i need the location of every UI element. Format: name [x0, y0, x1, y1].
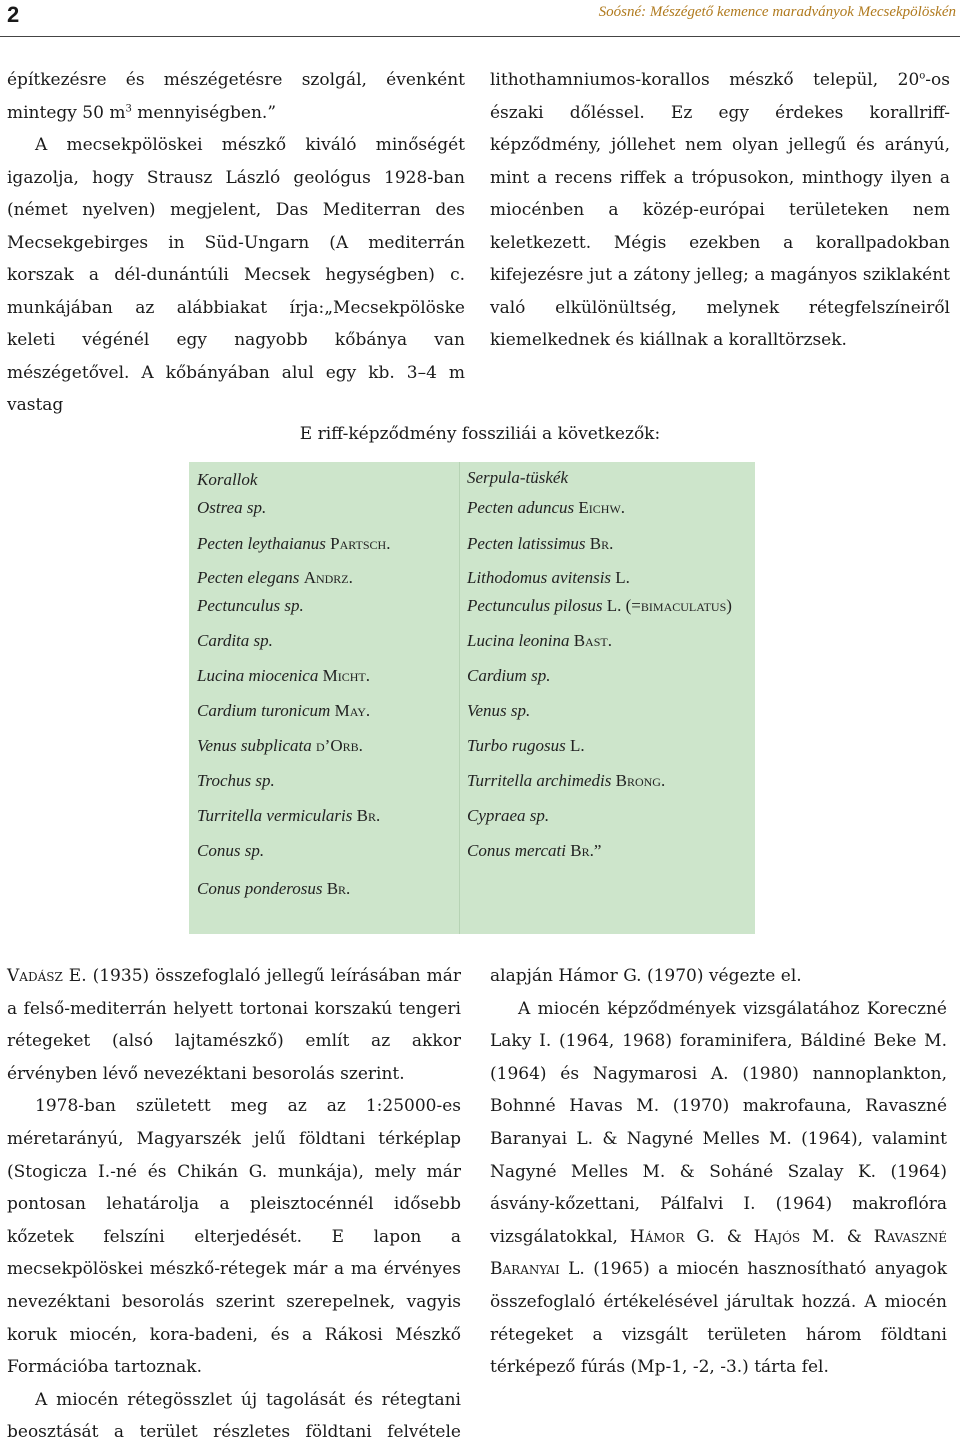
- text: (1935) összefoglaló jellegű leírásában már a felső-mediterrán helyett tortonai korszakú tengeri rétegeket (alsó lajtamészkő) említ az akkor érvényben lévő nevezéktani besorolás szerint.: [7, 966, 461, 1084]
- fossil-name: Cardita sp.: [197, 631, 273, 650]
- text: A miocén képződmények vizsgálatához Koreczné Laky I. (1964, 1968) foraminifera, Báldiné Beke M. (1964) és Nagymarosi A. (1980) nannoplankton, Bohnné Havas M. (1970) makrofauna, Ravaszné Baranyai L. & Nagyné Melles M. (1964), valamint Nagyné Melles M. & Soháné Szalay K. (1964) ásvány-kőzettani, Pálfalvi I. (1964) makroflóra vizsgálatokkal,: [490, 998, 947, 1247]
- paragraph: alapján Hámor G. (1970) végezte el.: [490, 966, 802, 986]
- fossil-author: Micht.: [322, 666, 370, 685]
- fossil-name: Turbo rugosus: [467, 736, 566, 755]
- paragraph: [490, 993, 947, 1384]
- fossil-name: Venus sp.: [467, 701, 531, 720]
- fossil-author: L.: [615, 568, 630, 587]
- fossil-name: Cardium turonicum: [197, 701, 331, 720]
- fossil-author: Brong.: [615, 771, 666, 790]
- fossil-item: [197, 470, 257, 490]
- fossil-item: [197, 701, 370, 721]
- paragraph: A mecsekpölöskei mészkő kiváló minőségét igazolja, hogy Strausz László geológus 1928-ban (német nyelven) megjelent, Das Mediterran des Mecsekgebirges in Süd-Ungarn (A mediterrán korszak a dél-dunántúli Mecsek hegységben) c. munkájában az alábbiakat írja:„Mecsekpölöske keleti végénél egy nagyobb kőbánya van mészégetővel. A kőbányában alul egy kb. 3–4 m vastag: [7, 135, 465, 415]
- fossil-name: Pecten aduncus: [467, 498, 575, 517]
- fossil-author: Andrz.: [303, 568, 353, 587]
- top-left-column: [7, 64, 465, 422]
- paragraph: [7, 64, 465, 129]
- fossil-item: [197, 841, 264, 861]
- fossil-name: Conus mercati: [467, 841, 567, 860]
- fossil-list-title: E riff-képződmény fossziliái a következők:: [299, 424, 661, 444]
- fossil-item: [467, 534, 613, 554]
- fossil-name: Cypraea sp.: [467, 806, 550, 825]
- fossil-name: Trochus sp.: [197, 771, 275, 790]
- fossil-author: Br.: [589, 534, 614, 553]
- fossil-item: [197, 534, 390, 554]
- fossil-name: Venus subplicata: [197, 736, 312, 755]
- running-head: Soósné: Mészégető kemence maradványok Mecsekpölöskén: [598, 4, 956, 20]
- bottom-right-column: [490, 960, 947, 1384]
- text: építkezésre és mészégetésre szolgál, évenként mintegy 50 m: [7, 70, 465, 123]
- superscript: 3: [125, 102, 132, 114]
- fossil-item: [197, 631, 273, 651]
- fossil-author: L.: [569, 736, 585, 755]
- fossil-item: [467, 701, 530, 721]
- fossil-author: Partsch.: [330, 534, 391, 553]
- author-name: Vadász E.: [7, 966, 87, 986]
- fossil-item: [197, 568, 353, 588]
- fossil-item: [197, 806, 380, 826]
- paragraph: [7, 960, 461, 1090]
- fossil-name: Conus ponderosus: [197, 879, 323, 898]
- fossil-item: [197, 666, 370, 686]
- fossil-author: Bast.: [573, 631, 612, 650]
- author-names: Hámor G. & Hajós M. & Ravaszné Baranyai L.: [490, 1226, 947, 1280]
- fossil-author: L. (=bimaculatus): [606, 596, 732, 615]
- fossil-name: Pecten elegans: [197, 568, 300, 587]
- fossil-name: Pectunculus sp.: [197, 596, 304, 615]
- fossil-item: [467, 736, 585, 756]
- column-divider: [459, 462, 460, 934]
- fossil-item: [467, 666, 550, 686]
- fossil-author: d’Orb.: [316, 736, 363, 755]
- fossil-name: Pecten leythaianus: [197, 534, 326, 553]
- paragraph: 1978-ban született meg az az 1:25000-es méretarányú, Magyarszék jelű földtani térképlap (Stogicza I.-né és Chikán G. munkája), mely már pontosan lehatárolja a pleisztocénnél idősebb kőzetek felszíni elterjedését. E lapon a mecsekpölöskei mészkő-rétegek már a ma érvényes nevezéktani besorolás szerint szerepelnek, vagyis koruk miocén, kora-badeni, és a Rákosi Mészkő Formációba tartoznak.: [7, 1096, 461, 1378]
- text: (1965) a miocén hasznosítható anyagok összefoglaló értékelésével járultak hozzá. A miocén rétegeket a vizsgált területen három földtani térképező fúrás (Mp-1, -2, -3.) tárta fel.: [490, 1259, 947, 1378]
- fossil-name: Pecten latissimus: [467, 534, 586, 553]
- fossil-author: May.: [334, 701, 371, 720]
- text: lithothamniumos-korallos mészkő települ, 20: [490, 70, 920, 90]
- fossil-name: Conus sp.: [197, 841, 265, 860]
- fossil-item: [467, 771, 665, 791]
- page-header: [0, 0, 960, 37]
- fossil-name: Serpula-tüskék: [467, 468, 569, 487]
- text: -os északi dőléssel. Ez egy érdekes korallriff-képződmény, jóllehet nem olyan jellegű és arányú, mint a recens riffek a trópusokon, minthogy ilyen a miocénben a közép-európai területeken nem keletkezett. Mégis ezekben a korallpadokban kifejezésre jut a zátony jelleg; a magányos sziklaként való elkülönültség, melynek rétegfelszíneiről kiemelkednek és kiállnak a koralltörzsek.: [490, 70, 950, 350]
- fossil-author: Br.”: [570, 841, 602, 860]
- text: mennyiségben.”: [131, 102, 277, 123]
- fossil-name: Turritella archimedis: [467, 771, 612, 790]
- fossil-name: Turritella vermicularis: [197, 806, 353, 825]
- fossil-name: Korallok: [197, 470, 258, 489]
- fossil-author: Br.: [326, 879, 351, 898]
- fossil-item: [467, 596, 732, 616]
- fossil-item: [467, 468, 568, 488]
- superscript: o: [919, 70, 926, 82]
- paragraph: [490, 64, 950, 357]
- fossil-item: [197, 498, 266, 518]
- fossil-item: [197, 596, 304, 616]
- bottom-left-column: [7, 960, 461, 1449]
- fossil-name: Ostrea sp.: [197, 498, 267, 517]
- fossil-item: [467, 841, 601, 861]
- fossil-name: Pectunculus pilosus: [467, 596, 603, 615]
- fossil-list-box: [189, 462, 755, 934]
- fossil-name: Lithodomus avitensis: [467, 568, 612, 587]
- fossil-item: [197, 736, 363, 756]
- fossil-item: [467, 806, 549, 826]
- fossil-name: Cardium sp.: [467, 666, 551, 685]
- fossil-item: [467, 568, 630, 588]
- fossil-author: Br.: [356, 806, 381, 825]
- fossil-item: [197, 879, 350, 899]
- page-number: 2: [7, 2, 20, 27]
- paragraph: A miocén rétegösszlet új tagolását és rétegtani beosztását a terület részletes földtani felvétele: [7, 1389, 461, 1443]
- fossil-item: [467, 631, 612, 651]
- top-right-column: [490, 64, 950, 357]
- fossil-item: [467, 498, 625, 518]
- fossil-name: Lucina miocenica: [197, 666, 319, 685]
- fossil-author: Eichw.: [578, 498, 626, 517]
- fossil-item: [197, 771, 275, 791]
- fossil-name: Lucina leonina: [467, 631, 570, 650]
